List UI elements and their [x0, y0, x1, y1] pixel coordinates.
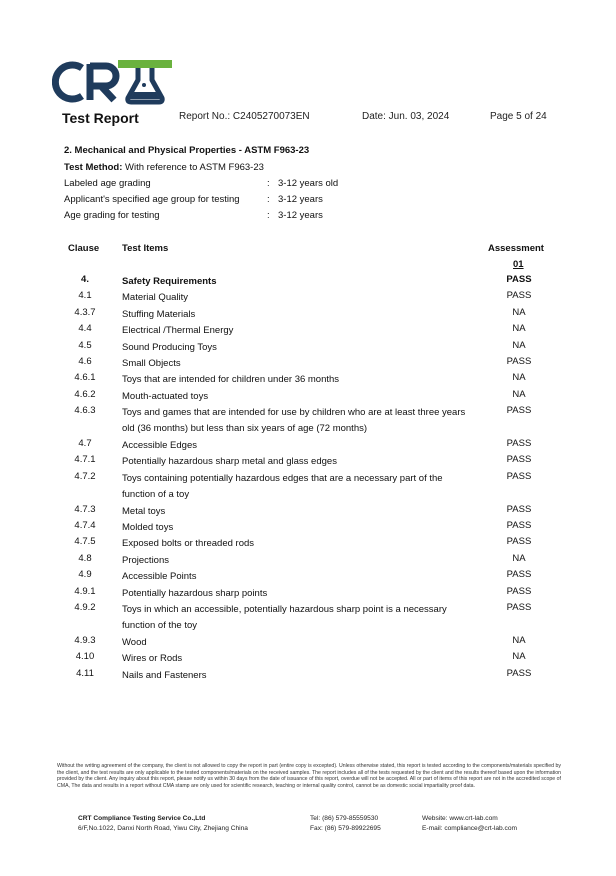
assessment-cell: PASS	[506, 569, 532, 581]
test-item-cell: Stuffing Materials	[122, 308, 196, 320]
clause-cell: 4.6	[78, 356, 92, 367]
test-item-cell: Material Quality	[122, 292, 188, 304]
age-info-label: Applicant's specified age group for testing	[64, 194, 240, 205]
assessment-cell: PASS	[506, 356, 532, 367]
assessment-cell: PASS	[506, 438, 532, 449]
clause-cell: 4.6.3	[74, 405, 96, 417]
test-item-cell: Wood	[122, 636, 147, 648]
report-number: Report No.: C2405270073EN	[179, 111, 310, 122]
test-item-cell: Toys in which an accessible, potentially hazardous sharp point is a necessary function of the toy	[122, 604, 447, 631]
assessment-cell: PASS	[506, 536, 532, 548]
assessment-cell: PASS	[506, 290, 532, 302]
clause-cell: 4.	[81, 274, 89, 285]
clause-cell: 4.7.1	[74, 454, 96, 466]
test-item-cell: Wires or Rods	[122, 653, 183, 665]
age-info-label: Age grading for testing	[64, 210, 160, 221]
test-method-value: With reference to ASTM F963-23	[125, 162, 264, 173]
assessment-cell: PASS	[506, 520, 532, 531]
colon-separator: :	[267, 194, 270, 205]
crt-logo	[52, 58, 176, 106]
footer-website: Website: www.crt-lab.com	[422, 815, 498, 822]
assessment-cell: PASS	[506, 274, 532, 285]
footer-address: 6/F,No.1022, Danxi North Road, Yiwu City, Zhejiang China	[78, 825, 248, 832]
test-item-cell: Toys that are intended for children under 36 months	[122, 374, 340, 386]
test-item-cell: Sound Producing Toys	[122, 341, 217, 353]
assessment-cell: PASS	[506, 405, 532, 417]
clause-cell: 4.7.5	[74, 536, 96, 548]
clause-cell: 4.11	[76, 667, 94, 679]
test-method	[64, 162, 264, 173]
clause-cell: 4.5	[78, 339, 92, 351]
assessment-cell: PASS	[506, 585, 532, 597]
colon-separator: :	[267, 210, 270, 221]
col-assessment-header: Assessment	[488, 243, 544, 254]
assessment-cell: PASS	[506, 470, 532, 482]
sample-number-header: 01	[513, 259, 524, 270]
test-item-cell: Electrical /Thermal Energy	[122, 325, 234, 337]
col-items-header: Test Items	[122, 243, 169, 254]
clause-cell: 4.7.4	[74, 520, 96, 531]
footer-email: E-mail: compliance@crt-lab.com	[422, 825, 518, 832]
test-item-cell: Accessible Points	[122, 571, 197, 583]
footer-tel: Tel: (86) 579-85559530	[310, 815, 379, 822]
clause-cell: 4.8	[78, 552, 92, 564]
clause-cell: 4.9.2	[74, 602, 96, 613]
assessment-cell: NA	[512, 372, 526, 384]
assessment-cell: PASS	[506, 454, 532, 466]
assessment-cell: PASS	[506, 602, 532, 613]
test-item-cell: Projections	[122, 554, 169, 566]
test-item-cell: Metal toys	[122, 505, 166, 517]
age-info-value: 3-12 years	[278, 194, 323, 205]
clause-cell: 4.7.3	[74, 503, 96, 515]
test-item-cell: Potentially hazardous sharp metal and glass edges	[122, 456, 337, 468]
page-number: Page 5 of 24	[490, 111, 547, 122]
clause-cell: 4.1	[78, 290, 92, 302]
test-item-cell: Exposed bolts or threaded rods	[122, 538, 255, 550]
clause-cell: 4.9.1	[74, 585, 96, 597]
assessment-cell: PASS	[506, 503, 532, 515]
section-heading: 2. Mechanical and Physical Properties - ASTM F963-23	[64, 145, 310, 156]
test-item-cell: Molded toys	[122, 522, 174, 533]
disclaimer: Without the writing agreement of the company, the client is not allowed to copy the report in part (entire copy is excepted). Unless otherwise stated, this report is tested according to the components/materials specified by the client, and the test results are only applicable to the tested components/materials on the received samples. The report includes all of the tests requested by the client and the results thereof based upon the information provided by the client. Any inquiry about this report, please notify us within 30 days from the date of issuance of this report, overdue will not be accepted. All or part of items of this report are not in the accredited scope of CMA, The data and results in a report without CMA stamp are only used for scientific research, teaching or internal quality control, cannot be as domestic social impartiality proof data.	[57, 763, 561, 789]
assessment-cell: NA	[512, 634, 526, 646]
clause-cell: 4.7	[78, 438, 92, 449]
test-item-cell: Nails and Fasteners	[122, 669, 207, 681]
age-info-value: 3-12 years old	[278, 178, 339, 189]
clause-cell: 4.6.1	[74, 372, 96, 384]
report-header	[62, 108, 562, 126]
test-item-cell: Toys and games that are intended for use by children who are at least three years old (36 months) but less than six years of age (72 months)	[122, 407, 466, 435]
report-date: Date: Jun. 03, 2024	[362, 111, 450, 122]
report-title: Test Report	[62, 110, 139, 126]
clause-cell: 4.9	[78, 569, 92, 581]
assessment-cell: NA	[512, 651, 526, 663]
test-item-cell: Potentially hazardous sharp points	[122, 587, 268, 599]
assessment-cell: NA	[512, 339, 526, 351]
footer-fax: Fax: (86) 579-89922695	[310, 825, 381, 832]
footer-company-name: CRT Compliance Testing Service Co.,Ltd	[78, 815, 206, 822]
clause-cell: 4.9.3	[74, 634, 96, 646]
assessment-cell: NA	[512, 323, 526, 335]
col-clause-header: Clause	[68, 243, 100, 254]
clause-cell: 4.10	[75, 651, 95, 663]
colon-separator: :	[267, 178, 270, 189]
clause-cell: 4.4	[78, 323, 92, 335]
test-item-cell: Safety Requirements	[122, 276, 217, 287]
test-item-cell: Accessible Edges	[122, 440, 197, 451]
test-item-cell: Mouth-actuated toys	[122, 390, 209, 402]
assessment-cell: NA	[512, 306, 526, 318]
test-item-cell: Toys containing potentially hazardous edges that are a necessary part of the function of a toy	[122, 472, 443, 500]
clause-cell: 4.7.2	[74, 470, 96, 482]
age-info-value: 3-12 years	[278, 210, 323, 221]
clause-cell: 4.3.7	[74, 306, 96, 318]
assessment-cell: PASS	[506, 667, 532, 679]
test-method-label: Test Method:	[64, 162, 123, 173]
test-item-cell: Small Objects	[122, 358, 181, 369]
assessment-cell: NA	[512, 388, 526, 400]
clause-cell: 4.6.2	[74, 388, 96, 400]
age-info-label: Labeled age grading	[64, 178, 151, 189]
assessment-cell: NA	[512, 552, 526, 564]
footer-company	[78, 814, 205, 824]
